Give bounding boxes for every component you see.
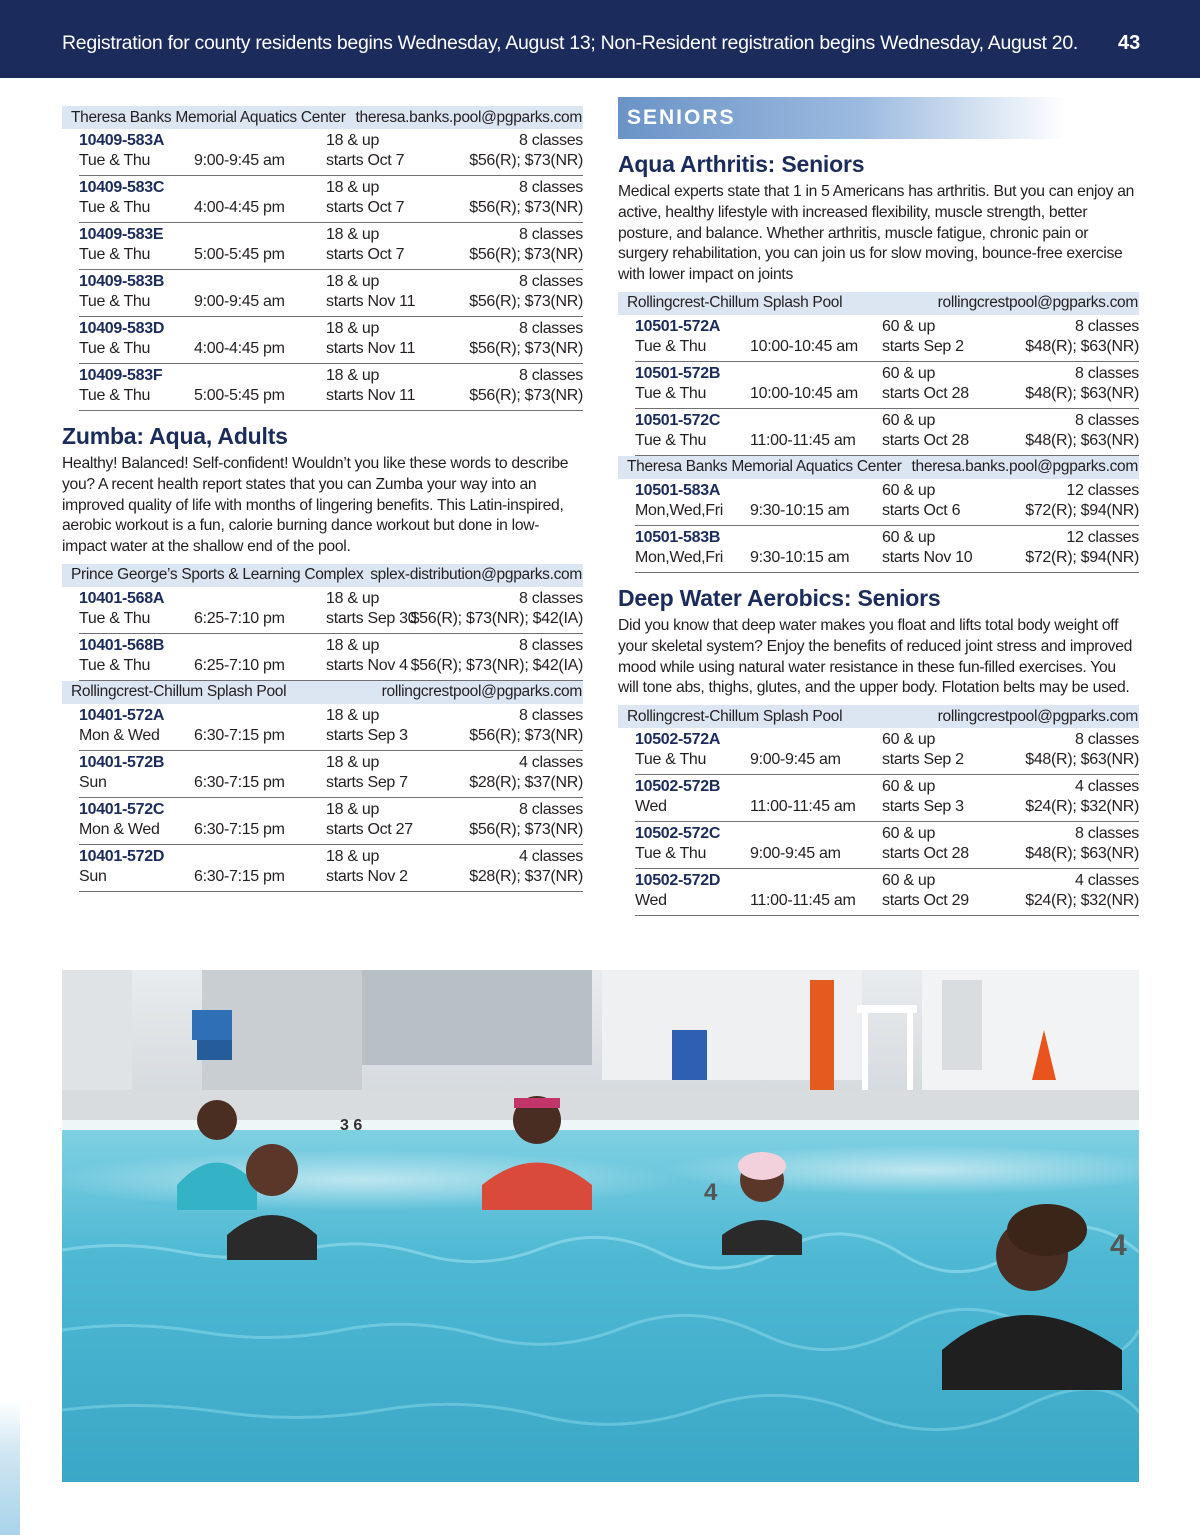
age-range: 60 & up: [882, 481, 936, 499]
class-count: 8 classes: [519, 636, 583, 654]
class-code: 10401-568B: [79, 636, 165, 654]
start-date: starts Nov 11: [326, 293, 416, 310]
start-date: starts Oct 6: [882, 501, 961, 519]
start-date: starts Sep 3: [882, 798, 964, 816]
class-count: 12 classes: [1066, 528, 1139, 546]
class-time: 9:00-9:45 am: [750, 845, 841, 863]
class-time: 9:00-9:45 am: [750, 751, 841, 769]
age-range: 18 & up: [326, 367, 380, 384]
age-range: 18 & up: [326, 589, 380, 607]
class-code: 10409-583D: [79, 320, 165, 337]
class-time: 6:25-7:10 pm: [194, 609, 285, 627]
start-date: starts Sep 2: [882, 337, 964, 355]
class-session-row: [79, 176, 583, 223]
class-session-row: [79, 317, 583, 364]
location-email[interactable]: splex-distribution@pgparks.com: [370, 566, 582, 584]
class-fee: $24(R); $32(NR): [1025, 892, 1139, 910]
class-session-row: [79, 845, 583, 892]
age-range: 18 & up: [326, 179, 380, 196]
class-time: 11:00-11:45 am: [750, 892, 856, 910]
course-title: Deep Water Aerobics: Seniors: [618, 584, 941, 611]
class-fee: $72(R); $94(NR): [1025, 548, 1139, 566]
class-time: 10:00-10:45 am: [750, 384, 858, 402]
class-fee: $48(R); $63(NR): [1025, 384, 1139, 402]
age-range: 18 & up: [326, 273, 380, 290]
class-session-row: [79, 223, 583, 270]
class-count: 4 classes: [1075, 872, 1139, 890]
start-date: starts Oct 28: [882, 845, 969, 863]
class-session-row: [635, 728, 1139, 775]
class-count: 4 classes: [519, 847, 583, 865]
course-title: Aqua Arthritis: Seniors: [618, 151, 865, 177]
class-code: 10409-583F: [79, 367, 163, 384]
start-date: starts Oct 7: [326, 246, 405, 263]
start-date: starts Sep 2: [882, 751, 964, 769]
class-session-row: [79, 587, 583, 634]
class-days: Tue & Thu: [79, 199, 151, 216]
class-session-row: [635, 362, 1139, 409]
class-code: 10409-583E: [79, 226, 164, 243]
start-date: starts Oct 27: [326, 820, 413, 838]
location-email[interactable]: rollingcrestpool@pgparks.com: [381, 683, 582, 701]
class-count: 8 classes: [1075, 411, 1139, 429]
pool-photo: [62, 970, 1139, 1482]
start-date: starts Nov 10: [882, 548, 973, 566]
class-code: 10401-568A: [79, 589, 165, 607]
class-days: Tue & Thu: [635, 751, 707, 769]
location-header: [618, 292, 1139, 315]
age-range: 18 & up: [326, 847, 380, 865]
session-list: [635, 315, 1139, 456]
class-session-row: [635, 409, 1139, 456]
age-range: 18 & up: [326, 320, 380, 337]
decorative-wave: [0, 1400, 20, 1535]
age-range: 18 & up: [326, 800, 380, 818]
class-time: 6:30-7:15 pm: [194, 820, 285, 838]
location-name: Rollingcrest-Chillum Splash Pool: [627, 294, 843, 312]
class-fee: $72(R); $94(NR): [1025, 501, 1139, 519]
registration-notice: Registration for county residents begins Wednesday, August 13; Non-Resident registration begins Wednesday, August 20.: [62, 32, 1078, 54]
class-time: 5:00-5:45 pm: [194, 387, 285, 404]
class-time: 9:00-9:45 am: [194, 152, 285, 169]
class-days: Tue & Thu: [79, 609, 151, 627]
class-code: 10501-583A: [635, 481, 721, 499]
start-date: starts Oct 7: [326, 199, 405, 216]
class-days: Tue & Thu: [79, 246, 151, 263]
location-name: Rollingcrest-Chillum Splash Pool: [627, 707, 843, 725]
class-count: 8 classes: [519, 367, 583, 384]
class-time: 5:00-5:45 pm: [194, 246, 285, 263]
class-session-row: [635, 526, 1139, 573]
start-date: starts Nov 4: [326, 656, 408, 674]
class-code: 10401-572A: [79, 706, 165, 724]
class-fee: $56(R); $73(NR): [469, 387, 583, 404]
age-range: 60 & up: [882, 317, 936, 335]
left-column: [62, 106, 583, 892]
start-date: starts Oct 28: [882, 431, 969, 449]
class-time: 4:00-4:45 pm: [194, 199, 285, 216]
class-time: 4:00-4:45 pm: [194, 340, 285, 357]
start-date: starts Nov 2: [326, 867, 408, 885]
class-code: 10501-572A: [635, 317, 721, 335]
class-session-row: [79, 798, 583, 845]
age-range: 18 & up: [326, 132, 380, 149]
class-session-row: [79, 704, 583, 751]
class-count: 8 classes: [1075, 825, 1139, 843]
class-fee: $56(R); $73(NR): [469, 152, 583, 169]
class-count: 8 classes: [519, 320, 583, 337]
class-days: Tue & Thu: [635, 384, 707, 402]
class-count: 8 classes: [1075, 317, 1139, 335]
class-code: 10502-572A: [635, 731, 721, 749]
pool-scene-illustration: [62, 970, 1139, 1482]
class-days: Tue & Thu: [79, 152, 151, 169]
location-name: Prince George’s Sports & Learning Complex: [71, 566, 364, 584]
location-header: [618, 456, 1139, 479]
course-description: Healthy! Balanced! Self-confident! Wouldn’t you like these words to describe you? A recent health report states that you can Zumba your way into an improved quality of life with months of lingering benefits. This Latin-inspired, aerobic workout is a fun, calorie burning dance workout but done in low-impact water at the shallow end of the pool.: [62, 455, 569, 556]
start-date: starts Oct 28: [882, 384, 969, 402]
page-number: 43: [1118, 32, 1141, 54]
class-count: 8 classes: [519, 132, 583, 149]
class-days: Wed: [635, 798, 667, 816]
class-session-row: [79, 270, 583, 317]
class-time: 9:30-10:15 am: [750, 548, 850, 566]
age-range: 60 & up: [882, 364, 936, 382]
class-fee: $28(R); $37(NR): [469, 773, 583, 791]
location-name: Theresa Banks Memorial Aquatics Center: [627, 458, 902, 476]
class-time: 6:30-7:15 pm: [194, 867, 285, 885]
age-range: 60 & up: [882, 825, 936, 843]
class-days: Wed: [635, 892, 667, 910]
class-code: 10409-583B: [79, 273, 165, 290]
location-email[interactable]: rollingcrestpool@pgparks.com: [937, 707, 1138, 725]
class-count: 8 classes: [519, 179, 583, 196]
class-session-row: [79, 751, 583, 798]
course-title: Zumba: Aqua, Adults: [62, 423, 288, 449]
class-days: Tue & Thu: [79, 340, 151, 357]
location-header: [62, 106, 583, 129]
age-range: 18 & up: [326, 636, 380, 654]
age-range: 60 & up: [882, 411, 936, 429]
start-date: starts Oct 7: [326, 152, 405, 169]
age-range: 60 & up: [882, 528, 936, 546]
class-fee: $56(R); $73(NR); $42(IA): [410, 656, 583, 674]
class-code: 10502-572D: [635, 872, 721, 890]
class-session-row: [79, 129, 583, 176]
class-count: 8 classes: [1075, 731, 1139, 749]
class-time: 11:00-11:45 am: [750, 798, 856, 816]
course-description: Medical experts state that 1 in 5 Americans has arthritis. But you can enjoy an active, healthy lifestyle with increased flexibility, muscle strength, better posture, and balance. Whether arthritis, muscle fatigue, chronic pain or surgery rehabilitation, you can join us for slow moving, bounce-free exercise with lower impact on joints: [618, 183, 1135, 284]
class-days: Mon & Wed: [79, 820, 160, 838]
class-fee: $48(R); $63(NR): [1025, 337, 1139, 355]
class-fee: $56(R); $73(NR): [469, 340, 583, 357]
class-days: Tue & Thu: [79, 293, 151, 310]
class-session-row: [635, 315, 1139, 362]
class-days: Tue & Thu: [635, 337, 707, 355]
class-code: 10501-583B: [635, 528, 721, 546]
start-date: starts Nov 11: [326, 387, 416, 404]
start-date: starts Oct 29: [882, 892, 969, 910]
class-time: 9:00-9:45 am: [194, 293, 285, 310]
start-date: starts Sep 7: [326, 773, 408, 791]
class-session-row: [79, 634, 583, 681]
session-list: [635, 479, 1139, 573]
class-count: 8 classes: [519, 800, 583, 818]
class-time: 10:00-10:45 am: [750, 337, 858, 355]
class-fee: $56(R); $73(NR): [469, 726, 583, 744]
session-list: [79, 587, 583, 681]
age-range: 60 & up: [882, 872, 936, 890]
class-count: 8 classes: [519, 589, 583, 607]
class-code: 10401-572B: [79, 753, 165, 771]
class-days: Tue & Thu: [79, 656, 151, 674]
location-email[interactable]: theresa.banks.pool@pgparks.com: [355, 108, 582, 126]
age-range: 18 & up: [326, 226, 380, 243]
location-name: Rollingcrest-Chillum Splash Pool: [71, 683, 287, 701]
class-days: Mon & Wed: [79, 726, 160, 744]
class-session-row: [635, 479, 1139, 526]
class-days: Tue & Thu: [635, 431, 707, 449]
class-fee: $56(R); $73(NR): [469, 199, 583, 216]
class-count: 8 classes: [519, 706, 583, 724]
class-session-row: [635, 822, 1139, 869]
location-header: [618, 705, 1139, 728]
class-count: 4 classes: [519, 753, 583, 771]
location-email[interactable]: rollingcrestpool@pgparks.com: [937, 294, 1138, 312]
location-header: [62, 681, 583, 704]
class-time: 6:25-7:10 pm: [194, 656, 285, 674]
class-code: 10409-583C: [79, 179, 165, 196]
class-code: 10409-583A: [79, 132, 165, 149]
class-code: 10401-572C: [79, 800, 165, 818]
class-fee: $48(R); $63(NR): [1025, 845, 1139, 863]
right-column: [618, 97, 1139, 916]
class-fee: $48(R); $63(NR): [1025, 751, 1139, 769]
class-time: 11:00-11:45 am: [750, 431, 856, 449]
class-code: 10501-572C: [635, 411, 721, 429]
age-range: 18 & up: [326, 753, 380, 771]
class-fee: $28(R); $37(NR): [469, 867, 583, 885]
class-count: 4 classes: [1075, 778, 1139, 796]
start-date: starts Sep 3: [326, 726, 408, 744]
depth-marker: 3 6: [340, 1117, 363, 1134]
age-range: 18 & up: [326, 706, 380, 724]
session-list: [79, 129, 583, 411]
age-range: 60 & up: [882, 778, 936, 796]
class-fee: $56(R); $73(NR): [469, 820, 583, 838]
class-code: 10502-572C: [635, 825, 721, 843]
class-fee: $56(R); $73(NR): [469, 293, 583, 310]
location-email[interactable]: theresa.banks.pool@pgparks.com: [911, 458, 1138, 476]
class-days: Mon,Wed,Fri: [635, 501, 723, 519]
class-time: 9:30-10:15 am: [750, 501, 850, 519]
class-fee: $56(R); $73(NR); $42(IA): [410, 609, 583, 627]
class-days: Mon,Wed,Fri: [635, 548, 723, 566]
class-days: Tue & Thu: [635, 845, 707, 863]
class-time: 6:30-7:15 pm: [194, 726, 285, 744]
depth-marker: 4: [704, 1179, 718, 1206]
location-name: Theresa Banks Memorial Aquatics Center: [71, 108, 346, 126]
class-count: 8 classes: [1075, 364, 1139, 382]
session-list: [79, 704, 583, 892]
class-session-row: [79, 364, 583, 411]
class-fee: $56(R); $73(NR): [469, 246, 583, 263]
class-days: Sun: [79, 867, 107, 885]
location-header: [62, 564, 583, 587]
course-description: Did you know that deep water makes you float and lifts total body weight off your skeletal system? Enjoy the benefits of reduced joint stress and improved mood while using natural water resistance in these fun-filled exercises. You will tone abs, thighs, glutes, and the upper body. Flotation belts may be used.: [618, 616, 1133, 697]
class-days: Tue & Thu: [79, 387, 151, 404]
class-count: 8 classes: [519, 273, 583, 290]
class-code: 10501-572B: [635, 364, 721, 382]
class-days: Sun: [79, 773, 107, 791]
class-fee: $48(R); $63(NR): [1025, 431, 1139, 449]
class-count: 8 classes: [519, 226, 583, 243]
class-session-row: [635, 869, 1139, 916]
class-time: 6:30-7:15 pm: [194, 773, 285, 791]
class-code: 10401-572D: [79, 847, 165, 865]
start-date: starts Nov 11: [326, 340, 416, 357]
class-code: 10502-572B: [635, 778, 721, 796]
session-list: [635, 728, 1139, 916]
class-count: 12 classes: [1066, 481, 1139, 499]
age-range: 60 & up: [882, 731, 936, 749]
start-date: starts Sep 30: [326, 609, 417, 627]
depth-marker: 4: [1110, 1229, 1127, 1262]
class-fee: $24(R); $32(NR): [1025, 798, 1139, 816]
section-banner: SENIORS: [618, 97, 1066, 139]
class-session-row: [635, 775, 1139, 822]
header-bar: [0, 0, 1200, 78]
